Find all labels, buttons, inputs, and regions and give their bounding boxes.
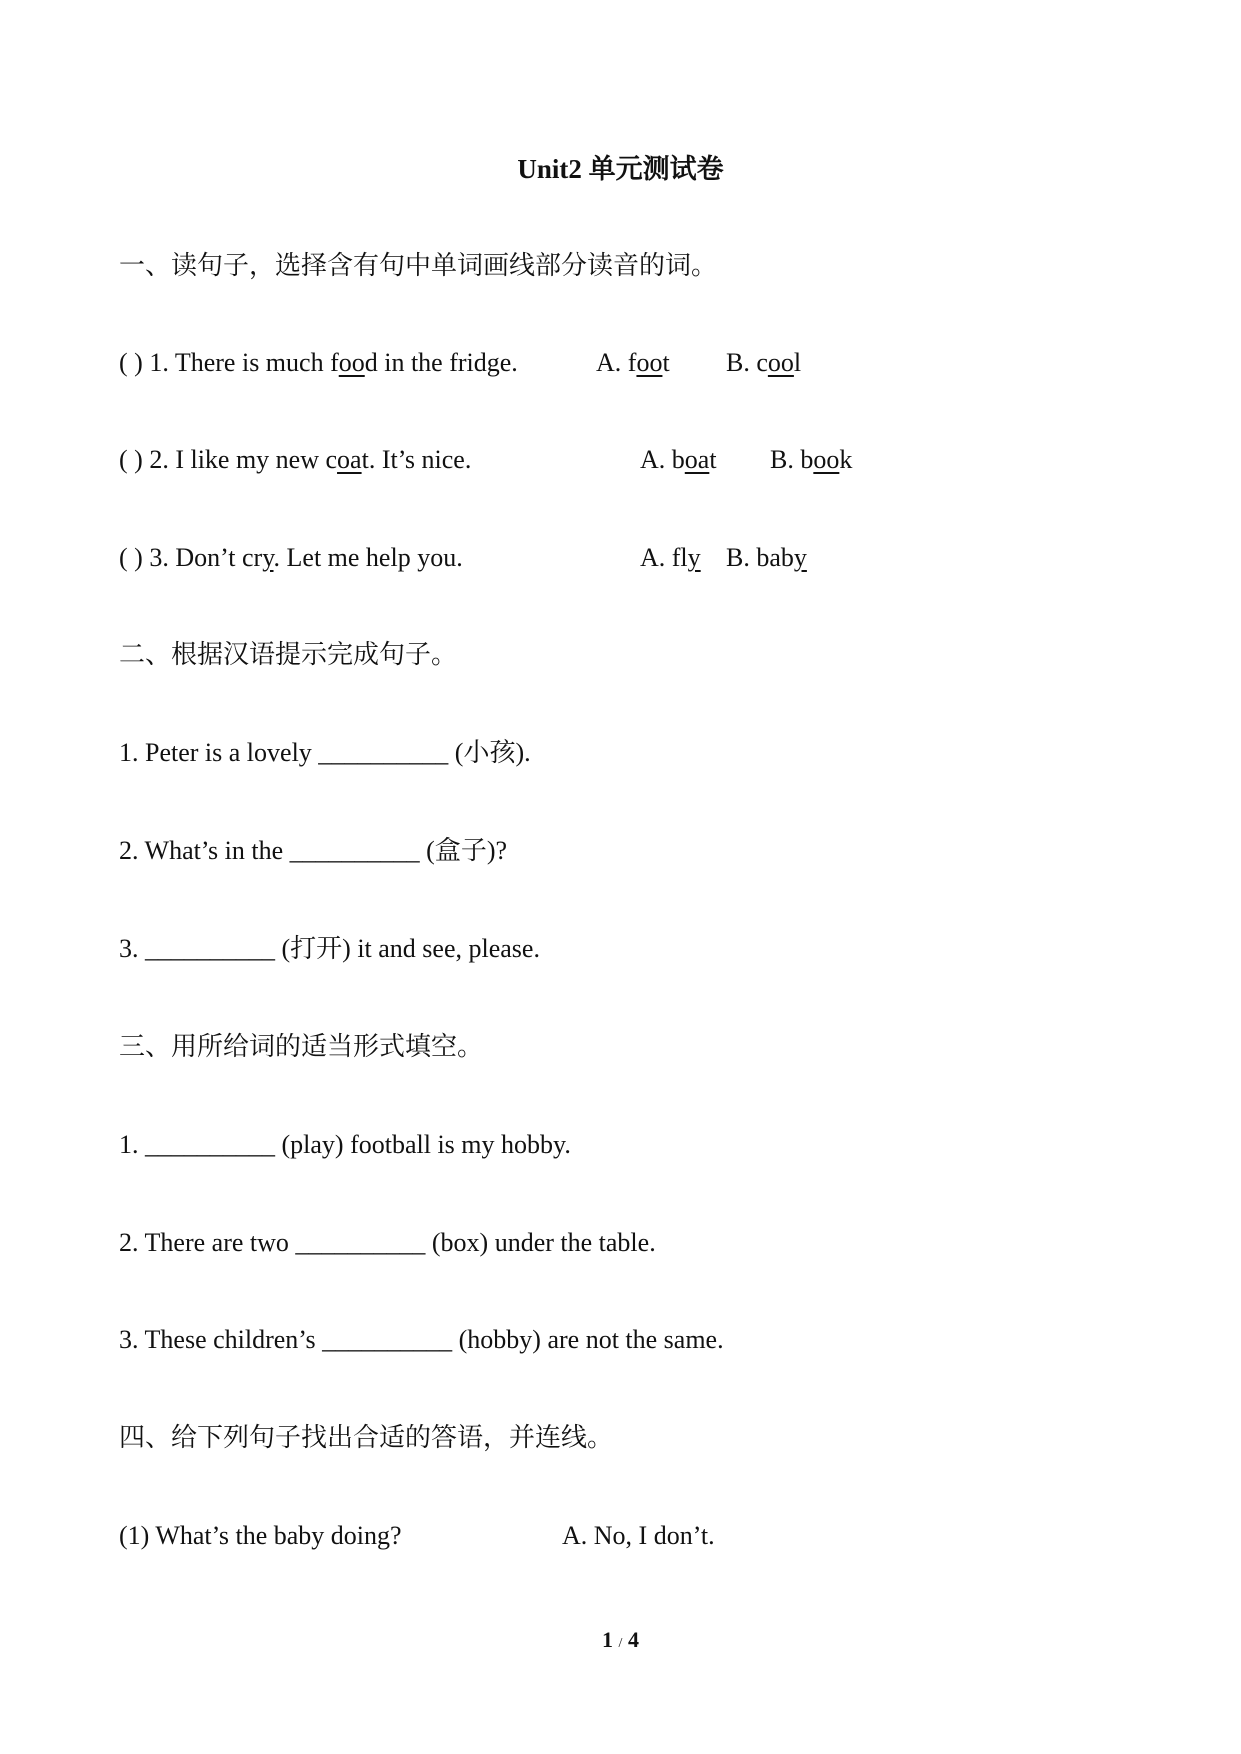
page-separator: / <box>618 1636 623 1651</box>
s1-item-3-prefix: ( ) 3. Don’t cr <box>119 543 263 572</box>
s2-item-3: 3. __________ (打开) it and see, please. <box>119 934 540 963</box>
s4-answer-a: A. No, I don’t. <box>562 1521 715 1550</box>
s1-item-1-option-a: A. foot <box>596 348 670 377</box>
s1-item-3-option-b: B. baby <box>726 543 807 572</box>
s2-item-1: 1. Peter is a lovely __________ (小孩). <box>119 738 531 767</box>
s1-item-2-option-a: A. boat <box>640 445 717 474</box>
section2-heading: 二、根据汉语提示完成句子。 <box>119 640 458 669</box>
s1-item-2-prefix: ( ) 2. I like my new c <box>119 445 338 474</box>
s3-item-1: 1. __________ (play) football is my hobby. <box>119 1130 571 1159</box>
s1-item-1-option-b: B. cool <box>726 348 802 377</box>
page-title: Unit2 单元测试卷 <box>517 154 724 184</box>
s1-item-1 <box>119 347 518 379</box>
s1-item-3 <box>119 542 463 574</box>
s1-item-1-suffix: d in the fridge. <box>364 348 518 377</box>
s1-item-2-suffix: t. It’s nice. <box>361 445 472 474</box>
s1-item-2-underline: oa <box>337 445 362 474</box>
s3-item-3: 3. These children’s __________ (hobby) are not the same. <box>119 1325 724 1354</box>
section1-heading: 一、读句子，选择含有句中单词画线部分读音的词。 <box>119 251 718 280</box>
page-total: 4 <box>627 1627 639 1652</box>
s2-item-2: 2. What’s in the __________ (盒子)? <box>119 836 508 865</box>
s1-item-3-option-a: A. fly <box>640 543 701 572</box>
page-current: 1 <box>602 1627 614 1652</box>
s1-item-2 <box>119 444 471 476</box>
s1-item-1-prefix: ( ) 1. There is much f <box>119 348 339 377</box>
s1-item-3-underline: y <box>262 543 274 572</box>
section3-heading: 三、用所给词的适当形式填空。 <box>119 1032 484 1061</box>
s1-item-3-suffix: . Let me help you. <box>273 543 463 572</box>
s3-item-2: 2. There are two __________ (box) under the table. <box>119 1228 656 1257</box>
section4-heading: 四、给下列句子找出合适的答语，并连线。 <box>119 1423 614 1452</box>
page-number <box>0 1626 1241 1658</box>
s1-item-2-option-b: B. book <box>770 445 853 474</box>
s1-item-1-underline: oo <box>338 348 365 377</box>
s4-question-1: (1) What’s the baby doing? <box>119 1521 402 1550</box>
